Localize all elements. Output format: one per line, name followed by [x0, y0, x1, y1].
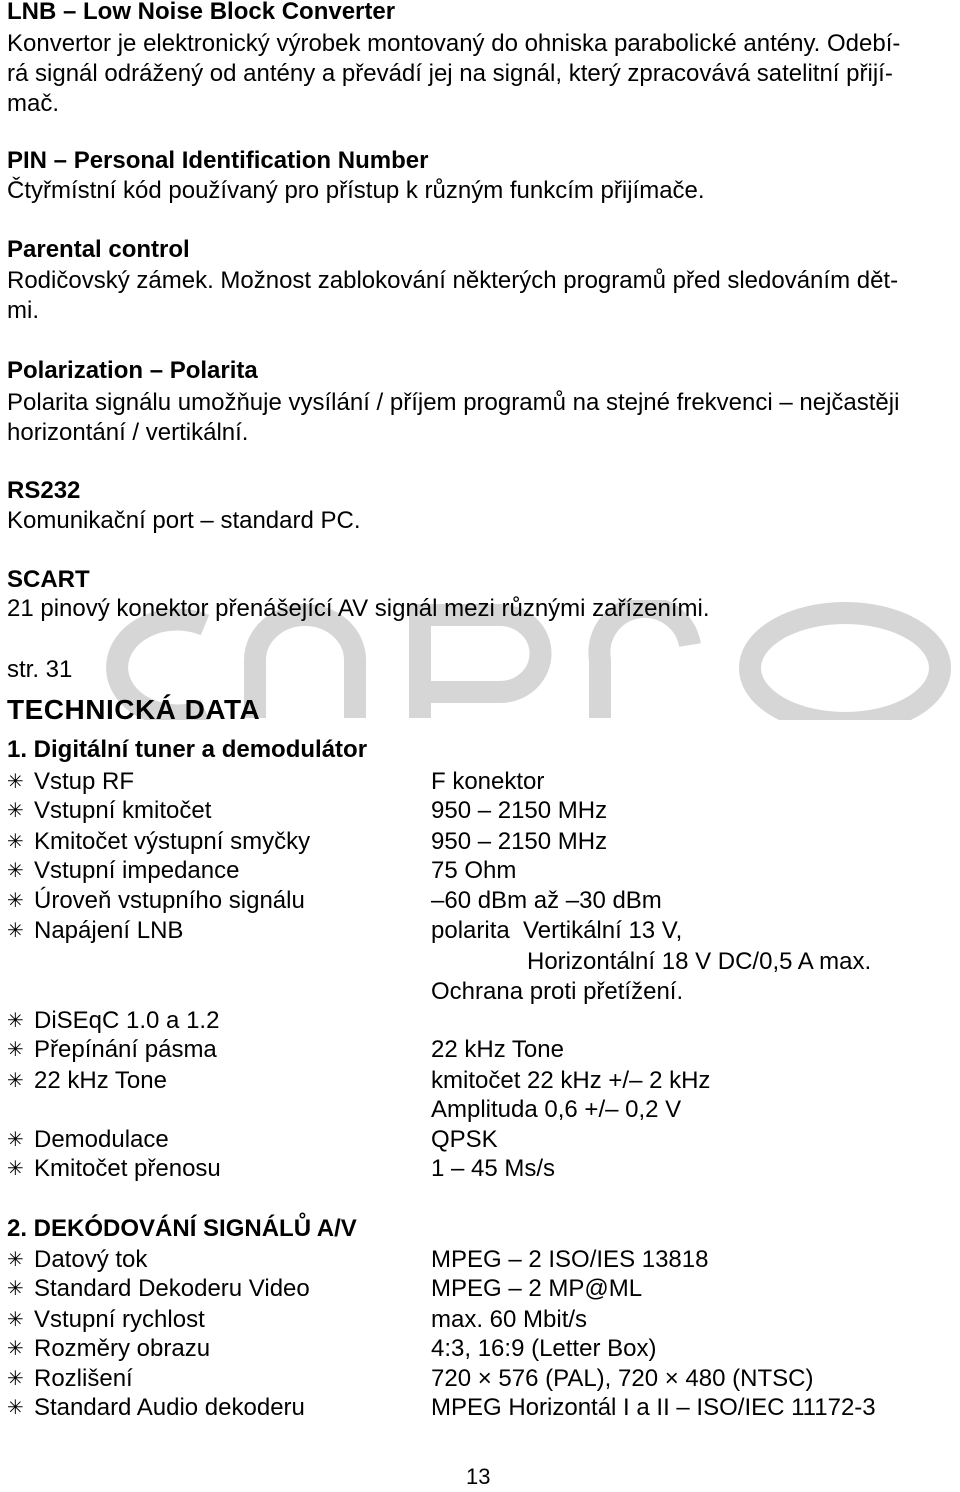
- asterisk-bullet-icon: ✳: [7, 1368, 24, 1390]
- spec-row: [7, 856, 955, 886]
- spec-row: [7, 1125, 955, 1155]
- spec-row-continuation: [7, 1095, 955, 1125]
- glossary-term-polarization: Polarization – Polarita: [7, 357, 258, 384]
- glossary-term-pin: PIN – Personal Identification Number: [7, 147, 429, 174]
- spec-row: [7, 1364, 955, 1394]
- spec-label: Kmitočet přenosu: [34, 1155, 221, 1182]
- asterisk-bullet-icon: ✳: [7, 1158, 24, 1180]
- spec-label: Napájení LNB: [34, 917, 184, 944]
- spec-row-continuation: [7, 977, 955, 1007]
- spec-value: 720 × 576 (PAL), 720 × 480 (NTSC): [431, 1365, 814, 1392]
- spec-row: [7, 916, 955, 946]
- spec-value: –60 dBm až –30 dBm: [431, 887, 662, 914]
- spec-value: Ochrana proti přetížení.: [431, 978, 684, 1005]
- asterisk-bullet-icon: ✳: [7, 920, 24, 942]
- spec-row-continuation: [7, 947, 955, 977]
- spec-row: [7, 1066, 955, 1096]
- spec-label: Kmitočet výstupní smyčky: [34, 828, 311, 855]
- asterisk-bullet-icon: ✳: [7, 1249, 24, 1271]
- glossary-term-parental: Parental control: [7, 236, 190, 263]
- page-reference: str. 31: [7, 656, 73, 683]
- asterisk-bullet-icon: ✳: [7, 1278, 24, 1300]
- spec-label: Přepínání pásma: [34, 1036, 217, 1063]
- desc-line: Rodičovský zámek. Možnost zablokování některých programů před sledováním dět-: [7, 267, 899, 294]
- desc-line: Polarita signálu umožňuje vysílání / příjem programů na stejné frekvenci – nejčastěji: [7, 389, 900, 416]
- asterisk-bullet-icon: ✳: [7, 1309, 24, 1331]
- spec-row: [7, 1305, 955, 1335]
- spec-label: 22 kHz Tone: [34, 1067, 167, 1094]
- glossary-desc-pin: [7, 176, 955, 206]
- asterisk-bullet-icon: ✳: [7, 1039, 24, 1061]
- spec-row: [7, 1035, 955, 1065]
- spec-value: 950 – 2150 MHz: [431, 828, 608, 855]
- spec-label: Vstup RF: [34, 768, 135, 795]
- desc-line: Konvertor je elektronický výrobek montovaný do ohniska parabolické antény. Odebí-: [7, 30, 901, 57]
- glossary-term-scart: SCART: [7, 566, 90, 593]
- asterisk-bullet-icon: ✳: [7, 831, 24, 853]
- asterisk-bullet-icon: ✳: [7, 860, 24, 882]
- glossary-desc-rs232: [7, 506, 955, 536]
- spec-row: [7, 1393, 955, 1423]
- spec-row: [7, 1245, 955, 1275]
- asterisk-bullet-icon: ✳: [7, 1397, 24, 1419]
- spec-row: [7, 1334, 955, 1364]
- spec-row: [7, 767, 955, 797]
- spec-label: Datový tok: [34, 1246, 148, 1273]
- asterisk-bullet-icon: ✳: [7, 1338, 24, 1360]
- spec-value: MPEG Horizontál I a II – ISO/IEC 11172-3: [431, 1394, 876, 1421]
- spec-value: max. 60 Mbit/s: [431, 1306, 588, 1333]
- desc-line: Čtyřmístní kód používaný pro přístup k různým funkcím přijímače.: [7, 177, 705, 204]
- spec-value: 1 – 45 Ms/s: [431, 1155, 556, 1182]
- section-2-title: 2. DEKÓDOVÁNÍ SIGNÁLŮ A/V: [7, 1215, 357, 1242]
- desc-line: Komunikační port – standard PC.: [7, 507, 361, 534]
- spec-row: [7, 886, 955, 916]
- spec-label: Úroveň vstupního signálu: [34, 887, 305, 914]
- spec-label: Vstupní kmitočet: [34, 797, 212, 824]
- spec-value: MPEG – 2 ISO/IES 13818: [431, 1246, 709, 1273]
- spec-label: Rozměry obrazu: [34, 1335, 211, 1362]
- spec-label: Rozlišení: [34, 1365, 133, 1392]
- glossary-desc-parental: [7, 266, 955, 326]
- spec-label: Standard Audio dekoderu: [34, 1394, 305, 1421]
- spec-value: 75 Ohm: [431, 857, 517, 884]
- asterisk-bullet-icon: ✳: [7, 800, 24, 822]
- spec-row: [7, 796, 955, 826]
- desc-line: rá signál odrážený od antény a převádí jej na signál, který zpracovává satelitní přijí-: [7, 60, 893, 87]
- glossary-term-rs232: RS232: [7, 477, 81, 504]
- spec-label: Vstupní rychlost: [34, 1306, 205, 1333]
- asterisk-bullet-icon: ✳: [7, 1129, 24, 1151]
- asterisk-bullet-icon: ✳: [7, 771, 24, 793]
- spec-value: polarita Vertikální 13 V,: [431, 917, 683, 944]
- spec-value: MPEG – 2 MP@ML: [431, 1275, 643, 1302]
- spec-label: Standard Dekoderu Video: [34, 1275, 310, 1302]
- spec-label: DiSEqC 1.0 a 1.2: [34, 1007, 220, 1034]
- spec-value: 950 – 2150 MHz: [431, 797, 608, 824]
- glossary-desc-polarization: [7, 388, 955, 448]
- glossary-term-lnb: LNB – Low Noise Block Converter: [7, 0, 396, 25]
- spec-value: 4:3, 16:9 (Letter Box): [431, 1335, 657, 1362]
- spec-value: Amplituda 0,6 +/– 0,2 V: [431, 1096, 682, 1123]
- spec-row: [7, 1274, 955, 1304]
- asterisk-bullet-icon: ✳: [7, 890, 24, 912]
- page-number: 13: [466, 1464, 491, 1489]
- desc-line: mač.: [7, 90, 60, 117]
- spec-label: Vstupní impedance: [34, 857, 240, 884]
- spec-value: kmitočet 22 kHz +/– 2 kHz: [431, 1067, 711, 1094]
- spec-row: [7, 1006, 955, 1036]
- asterisk-bullet-icon: ✳: [7, 1070, 24, 1092]
- glossary-desc-scart: [7, 594, 955, 624]
- tech-data-heading: TECHNICKÁ DATA: [7, 694, 261, 725]
- desc-line: horizontání / vertikální.: [7, 419, 249, 446]
- desc-line: 21 pinový konektor přenášející AV signál mezi různými zařízeními.: [7, 595, 710, 622]
- spec-value: F konektor: [431, 768, 545, 795]
- spec-row: [7, 827, 955, 857]
- section-1-title: 1. Digitální tuner a demodulátor: [7, 736, 368, 763]
- desc-line: mi.: [7, 297, 39, 324]
- spec-value: 22 kHz Tone: [431, 1036, 564, 1063]
- spec-row: [7, 1154, 955, 1184]
- asterisk-bullet-icon: ✳: [7, 1010, 24, 1032]
- spec-label: Demodulace: [34, 1126, 169, 1153]
- spec-value: Horizontální 18 V DC/0,5 A max.: [527, 948, 872, 975]
- spec-value: QPSK: [431, 1126, 498, 1153]
- glossary-desc-lnb: [7, 29, 955, 119]
